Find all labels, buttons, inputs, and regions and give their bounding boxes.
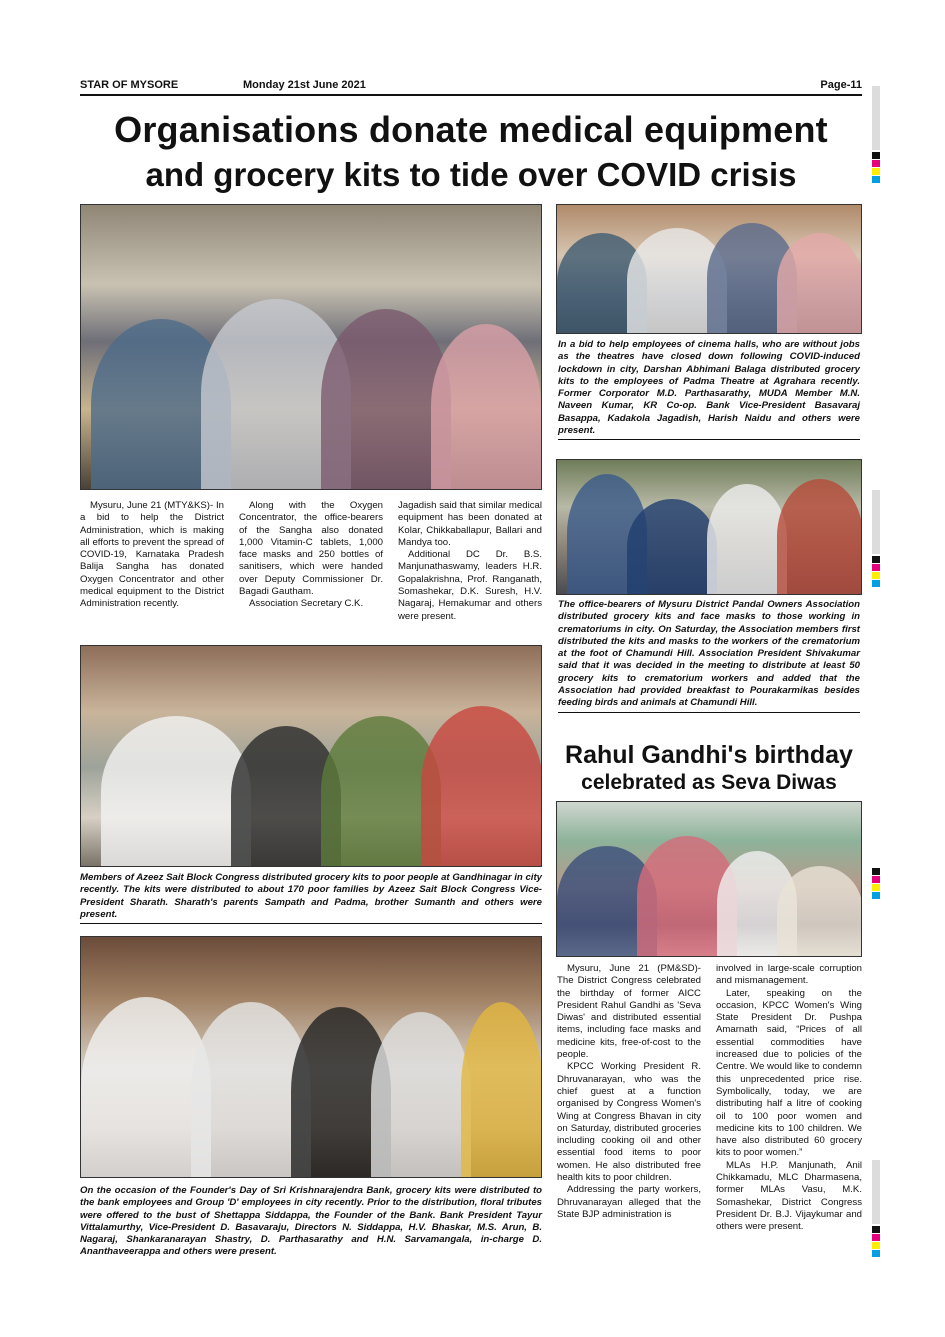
story1-col-1: [80, 500, 224, 611]
story1-para-2: Along with the Oxygen Concentrator, the office-bearers of the Sangha also donated 1,000 Vitamin-C tablets, 1,000 face masks and 250 bottles of sanitisers, which were handed over Deputy Commissioner Dr. Bagadi Gautham.: [239, 500, 383, 598]
story2-para-1: Mysuru, June 21 (PM&SD)- The District Congress celebrated the birthday of former AICC President Rahul Gandhi as 'Seva Diwas' and distributed essential items, including face masks and medicine kits, free-of-cost to the people.: [557, 963, 701, 1061]
masthead: [80, 78, 862, 96]
photo-pandal-association: [556, 459, 862, 595]
caption-cinema: In a bid to help employees of cinema halls, who are without jobs as the theatres have closed down following COVID-induced lockdown in city, Darshan Abhimani Balaga distributed grocery kits to the employees of Padma Theatre at Agrahara recently. Former Corporator M.D. Parthasarathy, MUDA Member M.N. Naveen Kumar, KR Co-op. Bank Vice-President Basavaraj Basappa, Kadakola Jagadish, Harish Naidu and others were present.: [558, 339, 860, 440]
headline-line-1: Organisations donate medical equipment: [114, 109, 828, 150]
caption-azeez: Members of Azeez Sait Block Congress distributed grocery kits to poor people at Gandhinagar in city recently. The kits were distributed to about 170 poor families by Azeez Sait Block Congress Vice-President Sharath. Sharath's parents Sampath and Padma, brother Sumanth and others were present.: [80, 872, 542, 924]
reg-mark-cyan: [872, 580, 880, 587]
photo-oxygen-concentrator: [80, 204, 542, 490]
story2-col-1: [557, 963, 701, 1221]
sub-headline-line-2: celebrated as Seva Diwas: [581, 771, 837, 794]
caption-bank: On the occasion of the Founder's Day of Sri Krishnarajendra Bank, grocery kits were distributed to the bank employees and Group 'D' employees in city recently. Prior to the distribution, floral tributes were offered to the bust of Shettappa Siddappa, the Founder of the Bank. Bank President Tayur Vittalamurthy, Vice-President D. Basavaraju, Directors N. Siddappa, H.V. Bhaskar, M.S. Arun, B. Nagaraj, Shankaranarayan Shastry, D. Parthasarathy and H.N. Sarvamangala, in-charge D. Ananthaveerappa and others were present.: [80, 1185, 542, 1258]
reg-mark-magenta: [872, 564, 880, 571]
sub-headline-line-1: Rahul Gandhi's birthday: [565, 741, 853, 769]
story1-para-3: Association Secretary C.K.: [249, 598, 364, 610]
story2-para-5: Later, speaking on the occasion, KPCC Women's Wing State President Dr. Pushpa Amarnath said, “Prices of all essential commodities have increased due to policies of the Centre. We would like to condemn this unprecedented price rise. Symbolically, today, we are distributing half a litre of cooking oil to 100 poor women and medicine kits to 100 children. We have also distributed 60 grocery kits to poor women.”: [716, 987, 862, 1159]
rahul-gandhi-headline: [556, 740, 862, 796]
reg-mark-cyan: [872, 892, 880, 899]
reg-mark-cyan: [872, 176, 880, 183]
story2-para-2: KPCC Working President R. Dhruvanarayan, who was the chief guest at a function organised by Congress Women's Wing at Congress Bhavan in city on Saturday, distributed groceries including cooking oil and other essential food items to poor women. He also distributed free health kits to poor children.: [557, 1061, 701, 1184]
reg-mark-yellow: [872, 168, 880, 175]
headline-line-2: and grocery kits to tide over COVID crisis: [145, 156, 797, 193]
issue-date: Monday 21st June 2021: [243, 79, 366, 91]
story1-para-1: Mysuru, June 21 (MTY&KS)- In a bid to help the District Administration, which is making all efforts to prevent the spread of COVID-19, Karnataka Pradesh Balija Sangha has donated Oxygen Concentrator and other medical equipment to the District Administration recently.: [80, 500, 224, 610]
photo-cinema-employees: [556, 204, 862, 334]
reg-mark-black: [872, 868, 880, 875]
caption-pandal: The office-bearers of Mysuru District Pandal Owners Association distributed grocery kits and face masks to those working in crematoriums in city. On Saturday, the Association members first distributed the kits and masks to the workers of the crematorium at the foot of Chamundi Hill. Association President Shivakumar said that it was decided in the meeting to distribute at least 50 grocery kits to crematorium workers and added that the Association had provided breakfast to Pourakarmikas besides feeding birds and animals at Chamundi Hill.: [558, 599, 860, 713]
reg-mark-magenta: [872, 1234, 880, 1241]
paper-name: STAR OF MYSORE: [80, 79, 179, 91]
story1-para-5: Additional DC Dr. B.S. Manjunathaswamy, leaders H.R. Gopalakrishna, Prof. Ranganath, Somashekar, D.K. Suresh, H.V. Nagaraj, Hemakumar and others were present.: [398, 549, 542, 622]
story2-para-3: Addressing the party workers, Dhruvanarayan alleged that the State BJP administration is: [557, 1184, 701, 1220]
edge-bar-middle: [872, 490, 880, 554]
story2-para-6: MLAs H.P. Manjunath, Anil Chikkamadu, MLC Dharmasena, former MLAs Vasu, M.K. Somashekar, District Congress President Dr. B.J. Vijaykumar and others were present.: [716, 1159, 862, 1233]
story2-col-2: [716, 963, 862, 1234]
reg-mark-black: [872, 152, 880, 159]
edge-bar-bottom: [872, 1160, 880, 1224]
reg-mark-magenta: [872, 160, 880, 167]
main-headline: [80, 106, 862, 196]
page-number: Page-11: [820, 79, 862, 91]
story2-para-4: involved in large-scale corruption and mismanagement.: [716, 963, 862, 987]
reg-mark-black: [872, 1226, 880, 1233]
edge-bar-top: [872, 86, 880, 150]
reg-mark-yellow: [872, 1242, 880, 1249]
story1-col-2: [239, 500, 383, 611]
photo-seva-diwas: [556, 801, 862, 957]
reg-mark-black: [872, 556, 880, 563]
reg-mark-yellow: [872, 884, 880, 891]
story1-para-4: Jagadish said that similar medical equipment has been donated at Kolar, Chikkaballapur, Ballari and Mandya too.: [398, 500, 542, 548]
reg-mark-cyan: [872, 1250, 880, 1257]
reg-mark-yellow: [872, 572, 880, 579]
story1-col-3: [398, 500, 542, 623]
photo-krishnarajendra-bank: [80, 936, 542, 1178]
reg-mark-magenta: [872, 876, 880, 883]
photo-azeez-sait-congress: [80, 645, 542, 867]
